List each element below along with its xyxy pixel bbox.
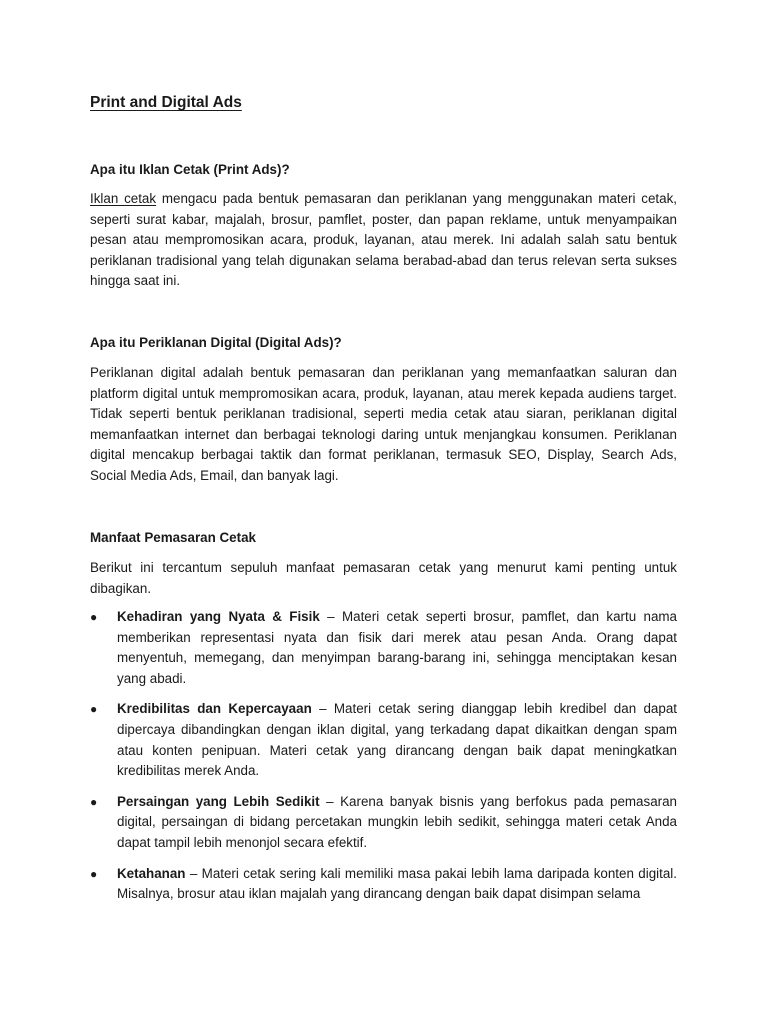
- list-item: [90, 607, 677, 689]
- bullet-term: Kredibilitas dan Kepercayaan: [117, 701, 312, 717]
- benefits-list: [90, 607, 677, 915]
- list-item: [90, 792, 677, 854]
- bullet-icon: ●: [90, 610, 98, 624]
- bullet-term: Ketahanan: [117, 865, 186, 881]
- bullet-text: – Materi cetak sering dianggap lebih kredibel dan dapat dipercaya dibandingkan dengan iklan digital, yang terkadang dapat dikaitkan dengan spam atau konten penipuan. Materi cetak yang dirancang dengan baik dapat meningkatkan kredibilitas merek Anda.: [117, 701, 677, 779]
- paragraph-manfaat-intro: Berikut ini tercantum sepuluh manfaat pemasaran cetak yang menurut kami penting untuk dibagikan.: [90, 560, 677, 596]
- section-heading-digital-ads: Apa itu Periklanan Digital (Digital Ads)?: [90, 335, 342, 350]
- document-title: Print and Digital Ads: [90, 94, 242, 111]
- paragraph-digital-ads: Periklanan digital adalah bentuk pemasaran dan periklanan yang memanfaatkan saluran dan platform digital untuk mempromosikan acara, produk, layanan, atau merek kepada audiens target. Tidak seperti bentuk periklanan tradisional, seperti media cetak atau siaran, periklanan digital memanfaatkan internet dan berbagai teknologi daring untuk menjangkau konsumen. Periklanan digital mencakup berbagai taktik dan format periklanan, termasuk SEO, Display, Search Ads, Social Media Ads, Email, dan banyak lagi.: [90, 365, 677, 483]
- section-heading-print-ads: Apa itu Iklan Cetak (Print Ads)?: [90, 162, 290, 177]
- list-item: [90, 699, 677, 781]
- paragraph-print-ads-body: mengacu pada bentuk pemasaran dan periklanan yang menggunakan materi cetak, seperti surat kabar, majalah, brosur, pamflet, poster, dan papan reklame, untuk menyampaikan pesan atau mempromosikan acara, produk, layanan, atau merek. Ini adalah salah satu bentuk periklanan tradisional yang telah digunakan selama berabad-abad dan terus relevan serta sukses hingga saat ini.: [90, 191, 677, 289]
- bullet-text: – Materi cetak sering kali memiliki masa pakai lebih lama daripada konten digital. Misalnya, brosur atau iklan majalah yang dirancang dengan baik dapat disimpan selama: [117, 865, 677, 902]
- term-iklan-cetak: Iklan cetak: [90, 191, 157, 206]
- bullet-icon: ●: [90, 702, 98, 717]
- bullet-text: – Karena banyak bisnis yang berfokus pada pemasaran digital, persaingan di bidang percetakan mungkin lebih sedikit, sehingga materi cetak Anda dapat tampil lebih menonjol secara efektif.: [117, 793, 678, 850]
- paragraph-print-ads: [90, 189, 677, 292]
- bullet-icon: ●: [90, 866, 98, 881]
- section-heading-manfaat: Manfaat Pemasaran Cetak: [90, 530, 256, 545]
- bullet-icon: ●: [90, 794, 98, 809]
- bullet-text: – Materi cetak seperti brosur, pamflet, dan kartu nama memberikan representasi nyata dan fisik dari merek atau pesan Anda. Orang dapat menyentuh, memegang, dan menyimpan barang-barang ini, sehingga menciptakan kesan yang abadi.: [117, 609, 677, 686]
- bullet-term: Kehadiran yang Nyata & Fisik: [117, 609, 320, 624]
- list-item: [90, 864, 677, 905]
- bullet-term: Persaingan yang Lebih Sedikit: [117, 793, 320, 809]
